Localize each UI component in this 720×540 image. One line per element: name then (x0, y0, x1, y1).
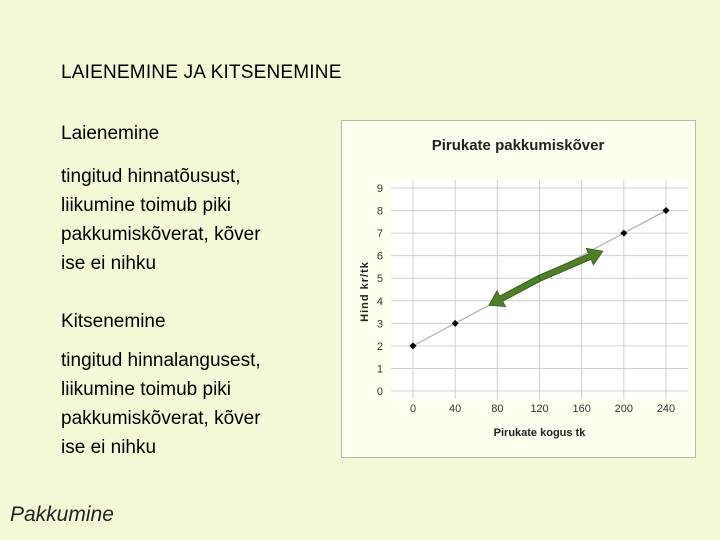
y-tick-label: 7 (376, 228, 383, 241)
chart-title: Pirukate pakkumiskõver (431, 137, 605, 154)
body-line: tingitud hinnatõusust, (61, 166, 241, 187)
body-line: ise ei nihku (61, 253, 157, 274)
x-tick-label: 120 (530, 403, 549, 415)
body-line: pakkumiskõverat, kõver (61, 224, 261, 245)
body-line: ise ei nihku (61, 437, 157, 458)
body-line: liikumine toimub piki (61, 379, 232, 400)
y-tick-label: 2 (376, 340, 383, 353)
x-tick-label: 200 (614, 403, 634, 415)
footer-label: Pakkumine (10, 503, 114, 526)
supply-chart (341, 120, 696, 458)
y-tick-label: 5 (376, 273, 383, 286)
x-tick-label: 40 (449, 403, 462, 415)
y-tick-label: 9 (376, 183, 383, 195)
body-line: tingitud hinnalangusest, (61, 350, 261, 371)
y-tick-label: 4 (376, 295, 383, 308)
section-heading-kitsenemine: Kitsenemine (61, 311, 166, 332)
y-axis-label: Hind kr/tk (359, 261, 371, 322)
y-tick-label: 3 (376, 318, 383, 331)
section-body-laienemine (61, 162, 321, 278)
x-tick-label: 240 (656, 403, 676, 415)
y-tick-label: 6 (376, 250, 383, 263)
chart-svg (342, 121, 695, 457)
x-tick-label: 160 (572, 403, 591, 415)
x-axis-label: Pirukate kogus tk (493, 427, 586, 439)
section-body-kitsenemine (61, 346, 321, 462)
y-tick-label: 0 (376, 386, 383, 398)
section-heading-laienemine: Laienemine (61, 123, 160, 144)
body-line: pakkumiskõverat, kõver (61, 408, 261, 429)
x-tick-label: 0 (409, 403, 417, 415)
body-line: liikumine toimub piki (61, 195, 232, 216)
y-tick-label: 1 (376, 363, 383, 376)
y-tick-label: 8 (376, 205, 383, 218)
x-tick-label: 80 (491, 403, 504, 415)
slide-title: LAIENEMINE JA KITSENEMINE (61, 62, 342, 83)
